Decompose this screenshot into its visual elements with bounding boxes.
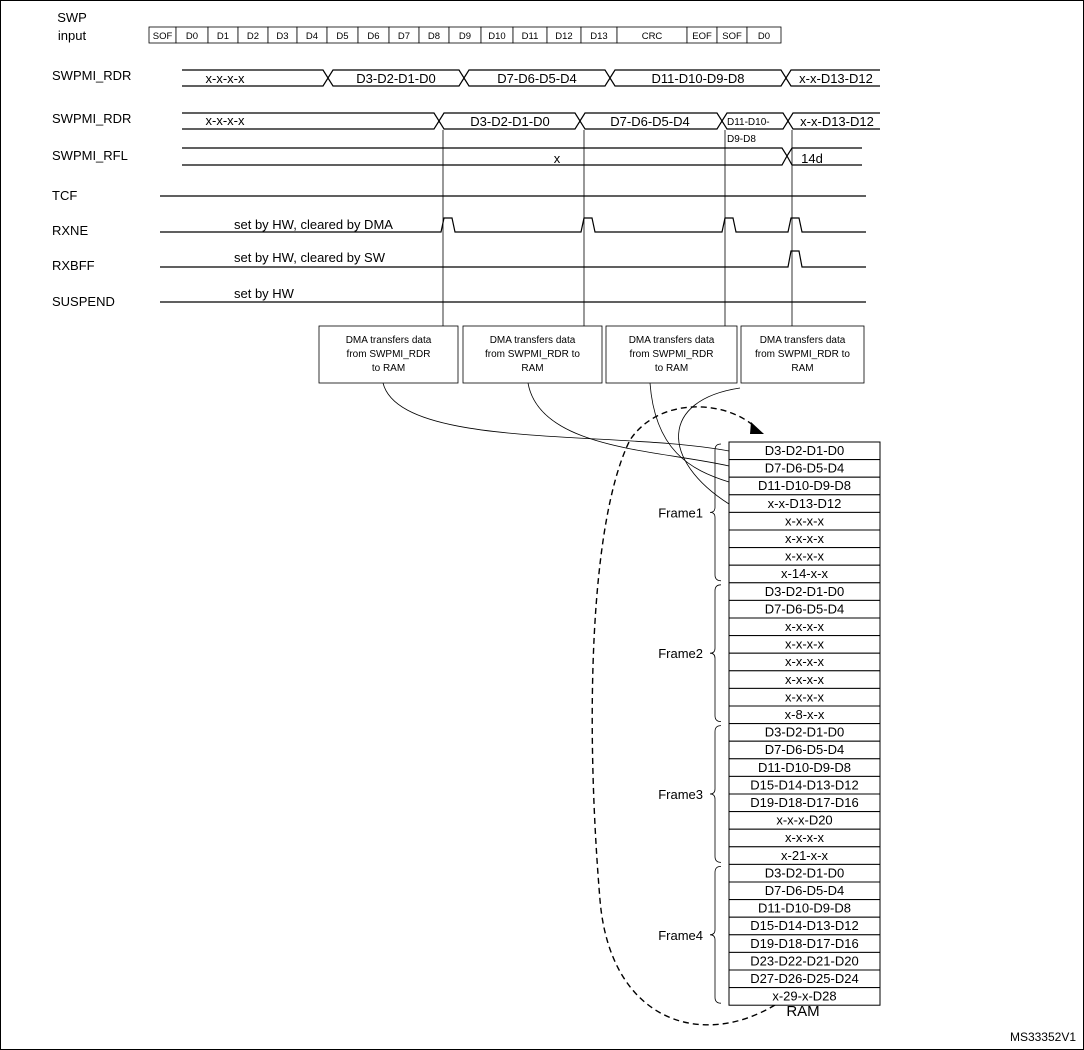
swp-field-label: D8 xyxy=(427,31,441,42)
dma-box-2-line2: from SWPMI_RDR to xyxy=(484,349,581,360)
tcf-label: TCF xyxy=(52,188,78,203)
suspend-note: set by HW xyxy=(234,286,294,301)
rdr1-label: SWPMI_RDR xyxy=(52,68,132,83)
rfl-value-1: 14d xyxy=(801,151,823,166)
dma-box-2-line3: RAM xyxy=(521,363,544,374)
rdr2-value-1: D3-D2-D1-D0 xyxy=(470,114,550,129)
swp-field-label: D3 xyxy=(276,31,289,42)
dma-box-3-line1: DMA transfers data xyxy=(628,335,715,346)
ram-cell-text: D11-D10-D9-D8 xyxy=(758,478,851,494)
rdr1-value-3: D11-D10-D9-D8 xyxy=(651,71,745,86)
ram-cell-text: x-21-x-x xyxy=(781,847,828,863)
loop-arrowhead xyxy=(750,422,764,434)
ram-label: RAM xyxy=(786,1003,820,1020)
rxne-label: RXNE xyxy=(52,223,89,238)
ram-cell-text: x-x-x-x xyxy=(785,654,824,670)
dma-box-3 xyxy=(606,326,737,383)
rfl-label: SWPMI_RFL xyxy=(52,148,128,163)
dma-box-4-line3: RAM xyxy=(791,363,814,374)
ram-cell-text: x-x-D13-D12 xyxy=(767,495,842,511)
rdr2-value-2: D7-D6-D5-D4 xyxy=(610,114,690,129)
dma-box-3-line2: from SWPMI_RDR xyxy=(629,349,714,360)
ram-cell-text: x-x-x-x xyxy=(785,671,824,687)
dma-box-2 xyxy=(463,326,602,383)
ram-cell-text: x-x-x-x xyxy=(785,513,824,529)
swp-field-label: D5 xyxy=(336,31,349,42)
rdr2-value-4: x-x-D13-D12 xyxy=(800,114,874,129)
ram-cell-text: D11-D10-D9-D8 xyxy=(758,759,851,775)
ram-cell-text: D3-D2-D1-D0 xyxy=(764,583,845,599)
rdr1-value-0: x-x-x-x xyxy=(205,71,245,86)
suspend-label: SUSPEND xyxy=(52,294,115,309)
rxbff-waveform xyxy=(160,250,866,267)
ram-cell-text: x-29-x-D28 xyxy=(772,988,837,1004)
swp-field-label: EOF xyxy=(692,31,712,42)
ram-cell-text: x-x-x-x xyxy=(785,619,824,634)
swp-field-label: D4 xyxy=(305,31,319,42)
dma-box-1-line3: to RAM xyxy=(371,363,406,374)
ram-cell-text: x-x-x-D20 xyxy=(776,812,833,828)
ram-cell-text: D3-D2-D1-D0 xyxy=(764,443,845,458)
frame-braces xyxy=(658,444,721,1003)
dma-box-4-line1: DMA transfers data xyxy=(759,335,846,346)
swp-field-label: D11 xyxy=(521,31,539,42)
frame-label: Frame2 xyxy=(658,646,703,662)
rdr2-value-3-line2: D9-D8 xyxy=(727,134,756,145)
rdr2-value-3-line1: D11-D10- xyxy=(727,117,770,128)
frame-brace xyxy=(710,585,721,722)
dma-transfer-arrows xyxy=(383,383,740,504)
ram-cell-text: D7-D6-D5-D4 xyxy=(764,742,845,758)
ram-cell-text: D11-D10-D9-D8 xyxy=(758,900,851,916)
ram-cell-text: D3-D2-D1-D0 xyxy=(764,724,845,740)
dma-box-2-line1: DMA transfers data xyxy=(489,335,576,346)
ram-cell-text: x-x-x-x xyxy=(785,548,824,564)
rdr1-value-4: x-x-D13-D12 xyxy=(799,71,873,86)
dma-box-3-line3: to RAM xyxy=(654,363,689,374)
ram-buffer xyxy=(729,442,880,1005)
swp-field-label: CRC xyxy=(641,31,663,42)
rdr1-value-1: D3-D2-D1-D0 xyxy=(356,71,436,86)
frame-label: Frame3 xyxy=(658,787,703,802)
dma-box-1-line1: DMA transfers data xyxy=(345,335,432,346)
figure-id: MS33352V1 xyxy=(1009,1030,1076,1044)
ram-cell-text: D27-D26-D25-D24 xyxy=(750,971,859,986)
signal-labels xyxy=(52,10,131,309)
swp-field-label: D0 xyxy=(185,31,199,42)
ram-cell-text: D3-D2-D1-D0 xyxy=(764,865,845,881)
rxne-waveform xyxy=(160,217,866,232)
rxbff-note: set by HW, cleared by SW xyxy=(234,250,385,265)
rdr1-value-2: D7-D6-D5-D4 xyxy=(497,71,577,86)
ram-cell-text: x-x-x-x xyxy=(785,830,824,846)
rdr2-value-0: x-x-x-x xyxy=(205,113,245,128)
swp-field-label: D7 xyxy=(397,31,411,42)
rfl-waveform xyxy=(182,148,862,166)
ram-cell-text: x-14-x-x xyxy=(781,566,828,582)
rdr2-waveform xyxy=(182,113,880,145)
ram-cell-text: D19-D18-D17-D16 xyxy=(750,795,859,810)
ram-cell-text: x-8-x-x xyxy=(784,707,825,722)
ram-cell-text: D19-D18-D17-D16 xyxy=(750,935,859,951)
ram-cell-text: D23-D22-D21-D20 xyxy=(750,953,859,969)
frame-label: Frame4 xyxy=(658,927,703,943)
swp-field-label: D2 xyxy=(246,31,260,42)
swp-field-label: D12 xyxy=(555,31,573,42)
swp-input-label-line2: input xyxy=(57,28,87,43)
swp-field-label: D10 xyxy=(488,31,506,42)
ram-cell-text: D7-D6-D5-D4 xyxy=(764,460,845,476)
ram-cell-text: D7-D6-D5-D4 xyxy=(764,601,845,617)
swp-field-label: D1 xyxy=(216,31,230,42)
ram-cell-text: x-x-x-x xyxy=(785,531,824,546)
rxne-note: set by HW, cleared by DMA xyxy=(234,217,393,232)
ram-cell-text: D7-D6-D5-D4 xyxy=(764,883,845,898)
frame-brace xyxy=(710,866,721,1003)
swp-input-row xyxy=(149,27,781,43)
rdr1-waveform xyxy=(182,70,880,86)
dma-guide-lines xyxy=(443,130,792,326)
ram-cell-text: D15-D14-D13-D12 xyxy=(750,918,859,934)
swp-field-label: SOF xyxy=(722,31,742,42)
swp-field-label: D13 xyxy=(590,31,608,42)
dma-box-1-line2: from SWPMI_RDR xyxy=(346,349,431,360)
swp-field-label: D0 xyxy=(757,31,771,42)
suspend-waveform xyxy=(160,286,866,302)
dma-box-4-line2: from SWPMI_RDR to xyxy=(754,349,851,360)
rfl-value-0: x xyxy=(553,151,561,166)
swp-field-label: D6 xyxy=(367,31,380,42)
rxbff-label: RXBFF xyxy=(52,258,95,273)
swp-input-label-line1: SWP xyxy=(57,10,87,25)
ram-cell-text: x-x-x-x xyxy=(785,689,824,705)
dma-box-1 xyxy=(319,326,458,383)
frame-brace xyxy=(710,726,721,863)
ram-cell-text: D15-D14-D13-D12 xyxy=(750,777,859,793)
frame-label: Frame1 xyxy=(658,505,703,521)
swp-field-label: SOF xyxy=(152,31,173,42)
rdr2-label: SWPMI_RDR xyxy=(52,111,132,126)
ram-cell-text: x-x-x-x xyxy=(785,636,824,652)
frame-brace xyxy=(710,444,721,581)
swp-field-label: D9 xyxy=(458,31,472,42)
dma-box-4 xyxy=(741,326,864,383)
